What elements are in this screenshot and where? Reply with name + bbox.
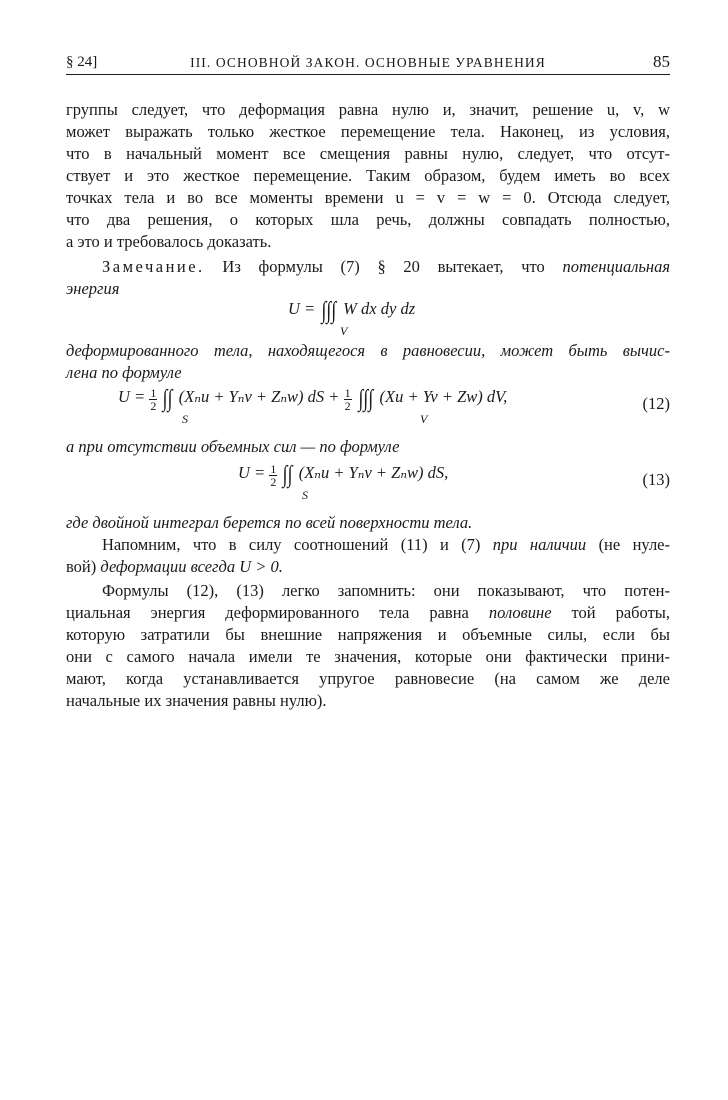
formula-12 <box>66 386 670 426</box>
italic-line: а при отсутствии объемных сил — по формуле <box>66 437 400 456</box>
integral-region: V <box>420 412 428 426</box>
formula-lhs: U = <box>288 299 316 318</box>
triple-integral-sign: ∫∫∫ <box>358 386 373 412</box>
paragraph-line: они с самого начала имели те значения, которые они фактически прини- <box>66 647 670 666</box>
fraction: $\frac{1}{2}$ <box>150 386 157 413</box>
formula-integrand: W dx dy dz <box>343 299 416 318</box>
paragraph-line: ствует и это жесткое перемещение. Таким образом, будем иметь во всех <box>66 166 670 185</box>
formula-lhs: U = <box>238 463 266 482</box>
paragraph-line: что в начальный момент все смещения равны нулю, следует, что отсут- <box>66 144 670 163</box>
paragraph-line: циальная энергия деформированного тела равна половине той работы, <box>66 603 671 622</box>
header-title: III. ОСНОВНОЙ ЗАКОН. ОСНОВНЫЕ УРАВНЕНИЯ <box>190 55 546 70</box>
remark-italic: потенциальная <box>562 257 670 276</box>
double-integral-sign: ∫∫ <box>283 462 293 488</box>
paragraph-line: начальные их значения равны нулю). <box>66 691 327 710</box>
integral-region: S <box>302 488 308 502</box>
integral-region: S <box>182 412 188 426</box>
remark-line <box>66 256 670 278</box>
formula-term-1: (Xₙu + Yₙv + Zₙw) dS + <box>178 387 340 406</box>
remark-line-2: энергия <box>66 279 120 298</box>
paragraph-line: вой) деформации всегда U > 0. <box>66 557 283 576</box>
formula-energy <box>66 298 670 338</box>
double-integral-sign: ∫∫ <box>163 386 173 412</box>
italic-line: где двойной интеграл берется по всей поверхности тела. <box>66 513 473 532</box>
italic-line: деформированного тела, находящегося в равновесии, может быть вычис- <box>66 341 670 360</box>
italic-line: лена по формуле <box>66 363 182 382</box>
paragraph-line: может выражать только жесткое перемещение тела. Наконец, из условия, <box>66 122 670 141</box>
fraction: $\frac{1}{2}$ <box>270 462 277 489</box>
running-header <box>66 48 670 75</box>
paragraph-line: группы следует, что деформация равна нулю и, значит, решение u, v, w <box>66 100 670 119</box>
book-page <box>66 48 671 710</box>
equation-number: (13) <box>642 470 670 489</box>
paragraph-line: а это и требовалось доказать. <box>66 232 272 251</box>
fraction: $\frac{1}{2}$ <box>344 386 351 413</box>
header-section: § 24] <box>66 54 98 70</box>
paragraph-line: мают, когда устанавливается упругое равновесие (на самом же деле <box>66 669 670 688</box>
paragraph-line: что два решения, о которых шла речь, должны совпадать полностью, <box>66 210 670 229</box>
page-number: 85 <box>653 52 670 71</box>
formula-13 <box>66 462 670 502</box>
remark-label: Замечание. <box>102 257 205 276</box>
integral-region: V <box>340 324 348 338</box>
formula-term: (Xₙu + Yₙv + Zₙw) dS, <box>298 463 449 482</box>
paragraph-line: Напомним, что в силу соотношений (11) и (7) при наличии (не нуле- <box>102 535 670 554</box>
formula-lhs: U = <box>118 387 146 406</box>
integral-sign: ∫∫∫ <box>321 298 337 324</box>
equation-number: (12) <box>642 394 670 413</box>
paragraph-line: которую затратили бы внешние напряжения и объемные силы, если бы <box>66 625 670 644</box>
paragraph-line: Формулы (12), (13) легко запомнить: они показывают, что потен- <box>102 581 670 600</box>
remark-text: Из формулы (7) § 20 вытекает, что <box>222 257 545 276</box>
formula-term-2: (Xu + Yv + Zw) dV, <box>379 387 508 406</box>
paragraph-line: точках тела и во все моменты времени u = v = w = 0. Отсюда следует, <box>66 188 670 207</box>
